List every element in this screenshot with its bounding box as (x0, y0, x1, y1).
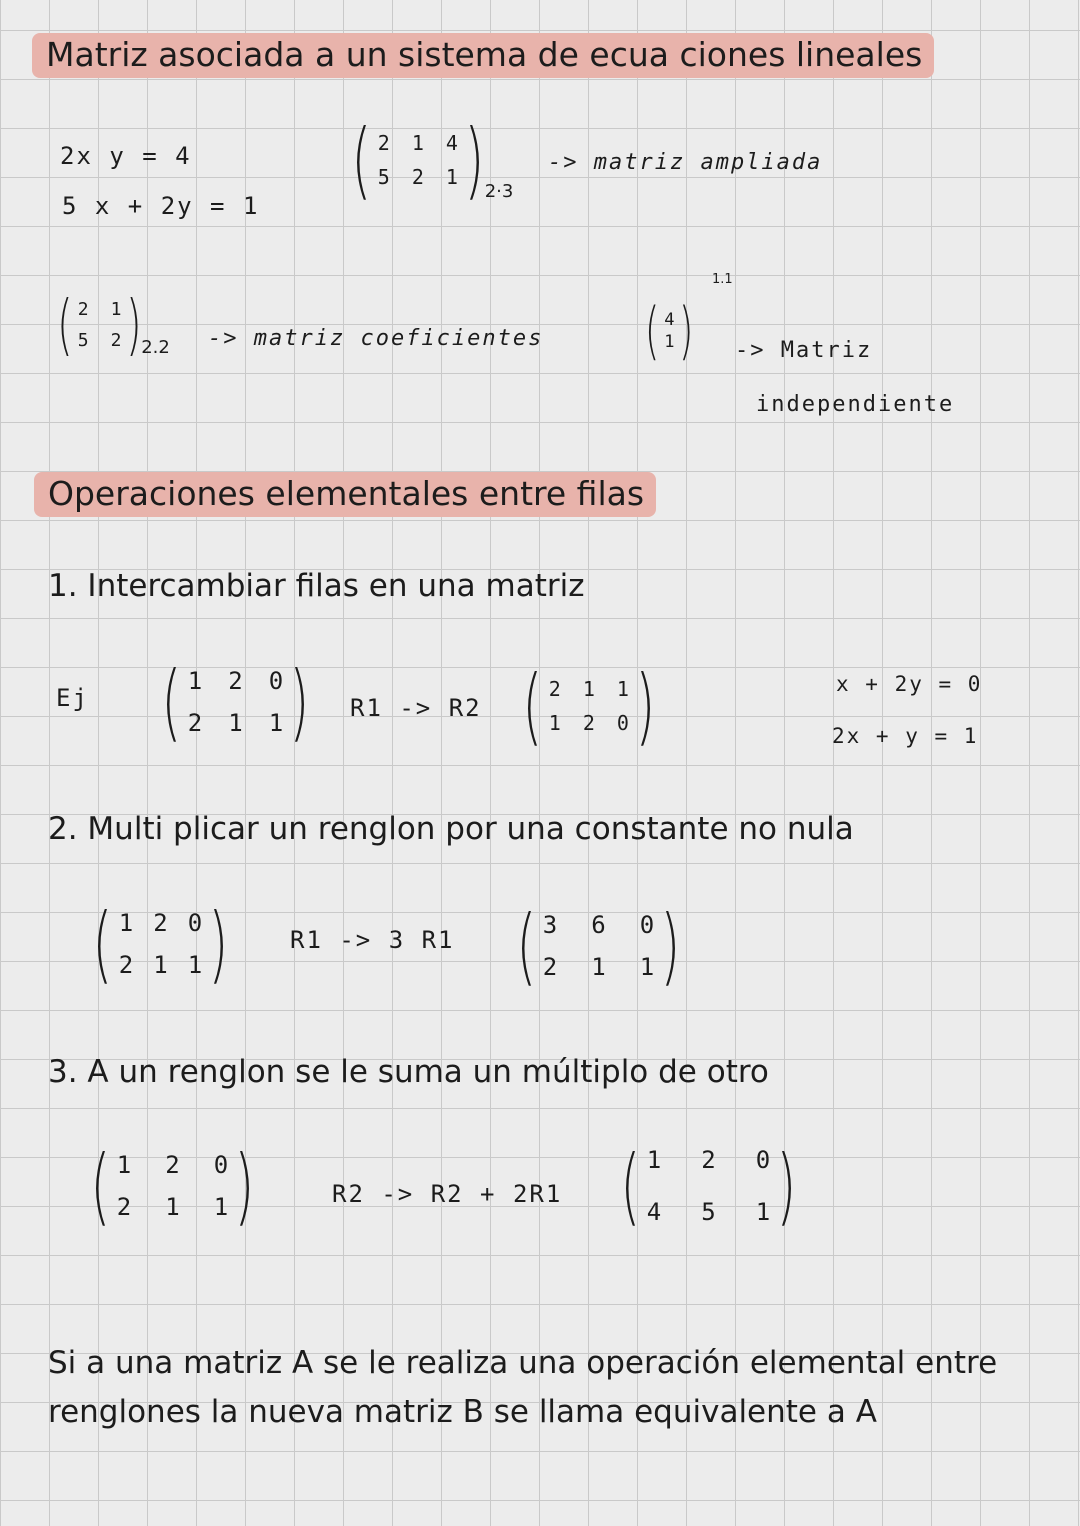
cell: 5 (701, 1198, 716, 1226)
matrix-cells (119, 909, 202, 979)
op3-left-matrix (84, 1137, 261, 1235)
cell: 5 (77, 330, 89, 351)
dimension: 2·3 (484, 181, 514, 202)
right-paren: ) (660, 897, 681, 995)
left-paren: ( (161, 653, 182, 751)
cell: 1 (187, 667, 203, 695)
cell: 1 (445, 165, 458, 189)
right-paren: ) (126, 286, 143, 363)
cell: 1 (591, 953, 606, 981)
right-paren: ) (635, 657, 656, 755)
cell: 1 (116, 1151, 132, 1179)
cell: 2 (77, 299, 89, 320)
label-independiente: independiente (756, 392, 955, 417)
left-paren: ( (620, 1137, 641, 1235)
cell: 1 (664, 332, 675, 352)
op2-right-matrix (510, 897, 687, 995)
right-paren: ) (679, 294, 694, 367)
cell: 2 (542, 953, 558, 981)
op2-left-matrix (86, 895, 235, 993)
cell: 1 (616, 677, 629, 701)
cell: 1 (639, 953, 655, 981)
matrix-cells (188, 667, 283, 737)
label-matriz-coeficientes: -> matriz coeficientes (208, 326, 544, 351)
left-paren: ( (57, 286, 73, 363)
section-title-matriz-asociada: Matriz asociada a un sistema de ecua ciones lineales (32, 33, 934, 78)
op1-right-matrix (516, 657, 662, 755)
left-paren: ( (92, 895, 113, 993)
left-paren: ( (644, 294, 660, 367)
cell: 1 (165, 1193, 180, 1221)
matrix-cells (117, 1151, 228, 1221)
op3-operation: R2 -> R2 + 2R1 (332, 1180, 563, 1208)
example-label: Ej (56, 684, 89, 712)
equation-1: 2x y = 4 (60, 142, 192, 170)
matrix-cells (549, 677, 629, 735)
equation-2: 5 x + 2y = 1 (62, 192, 260, 220)
cell: 0 (213, 1151, 229, 1179)
op2-operation: R1 -> 3 R1 (290, 926, 455, 954)
matrix-cells (647, 1146, 770, 1226)
right-paren: ) (234, 1137, 255, 1235)
cell: 1 (110, 299, 122, 320)
conclusion-line-1: Si a una matriz A se le realiza una operación elemental entre (48, 1345, 998, 1381)
cell: 2 (110, 330, 122, 351)
cell: 1 (582, 677, 595, 701)
left-paren: ( (516, 897, 537, 995)
cell: 1 (153, 951, 168, 979)
cell: 2 (228, 667, 243, 695)
dimension: 2.2 (141, 337, 170, 358)
cell: 0 (616, 711, 629, 735)
cell: 1 (548, 711, 561, 735)
op1-operation: R1 -> R2 (350, 694, 482, 722)
matrix-cells (78, 299, 122, 351)
matrix-cells (543, 911, 654, 981)
left-paren: ( (351, 111, 372, 209)
cell: 2 (187, 709, 203, 737)
right-paren: ) (289, 653, 310, 751)
cell: 0 (268, 667, 284, 695)
matrix-cells (378, 131, 458, 189)
cell: 4 (664, 310, 675, 330)
op3-right-matrix (614, 1137, 803, 1235)
left-paren: ( (90, 1137, 111, 1235)
cell: 4 (445, 131, 458, 155)
cell: 0 (187, 909, 203, 937)
right-paren: ) (208, 895, 229, 993)
cell: 1 (118, 909, 134, 937)
cell: 1 (187, 951, 203, 979)
cell: 2 (153, 909, 168, 937)
cell: 6 (591, 911, 606, 939)
label-matriz-ampliada: -> matriz ampliada (548, 150, 823, 175)
cell: 2 (377, 131, 390, 155)
matriz-ampliada (345, 111, 514, 209)
cell: 1 (755, 1198, 771, 1226)
cell: 1 (268, 709, 284, 737)
cell: 1 (411, 131, 424, 155)
cell: 2 (582, 711, 595, 735)
cell: 2 (116, 1193, 132, 1221)
section-title-operaciones: Operaciones elementales entre filas (34, 472, 656, 517)
matriz-coeficientes (52, 286, 170, 363)
op1-equation-2: 2x + y = 1 (832, 724, 979, 748)
op3-title: 3. A un renglon se le suma un múltiplo de otro (48, 1054, 769, 1090)
cell: 2 (701, 1146, 716, 1174)
cell: 1 (213, 1193, 229, 1221)
cell: 2 (118, 951, 134, 979)
cell: 2 (165, 1151, 180, 1179)
op1-left-matrix (155, 653, 316, 751)
cell: 5 (377, 165, 390, 189)
label-matriz: -> Matriz (735, 338, 873, 363)
matrix-cells (664, 310, 674, 352)
cell: 3 (542, 911, 558, 939)
cell: 1 (646, 1146, 662, 1174)
cell: 2 (548, 677, 561, 701)
op1-equation-1: x + 2y = 0 (836, 672, 983, 696)
matriz-independiente (640, 294, 699, 367)
conclusion-line-2: renglones la nueva matriz B se llama equivalente a A (48, 1394, 877, 1430)
cell: 0 (755, 1146, 771, 1174)
right-paren: ) (464, 111, 485, 209)
cell: 2 (411, 165, 424, 189)
op1-title: 1. Intercambiar filas en una matriz (48, 568, 585, 604)
cell: 0 (639, 911, 655, 939)
cell: 4 (646, 1198, 662, 1226)
right-paren: ) (776, 1137, 797, 1235)
dimension: 1.1 (712, 272, 733, 287)
op2-title: 2. Multi plicar un renglon por una constante no nula (48, 811, 854, 847)
left-paren: ( (522, 657, 543, 755)
cell: 1 (228, 709, 243, 737)
